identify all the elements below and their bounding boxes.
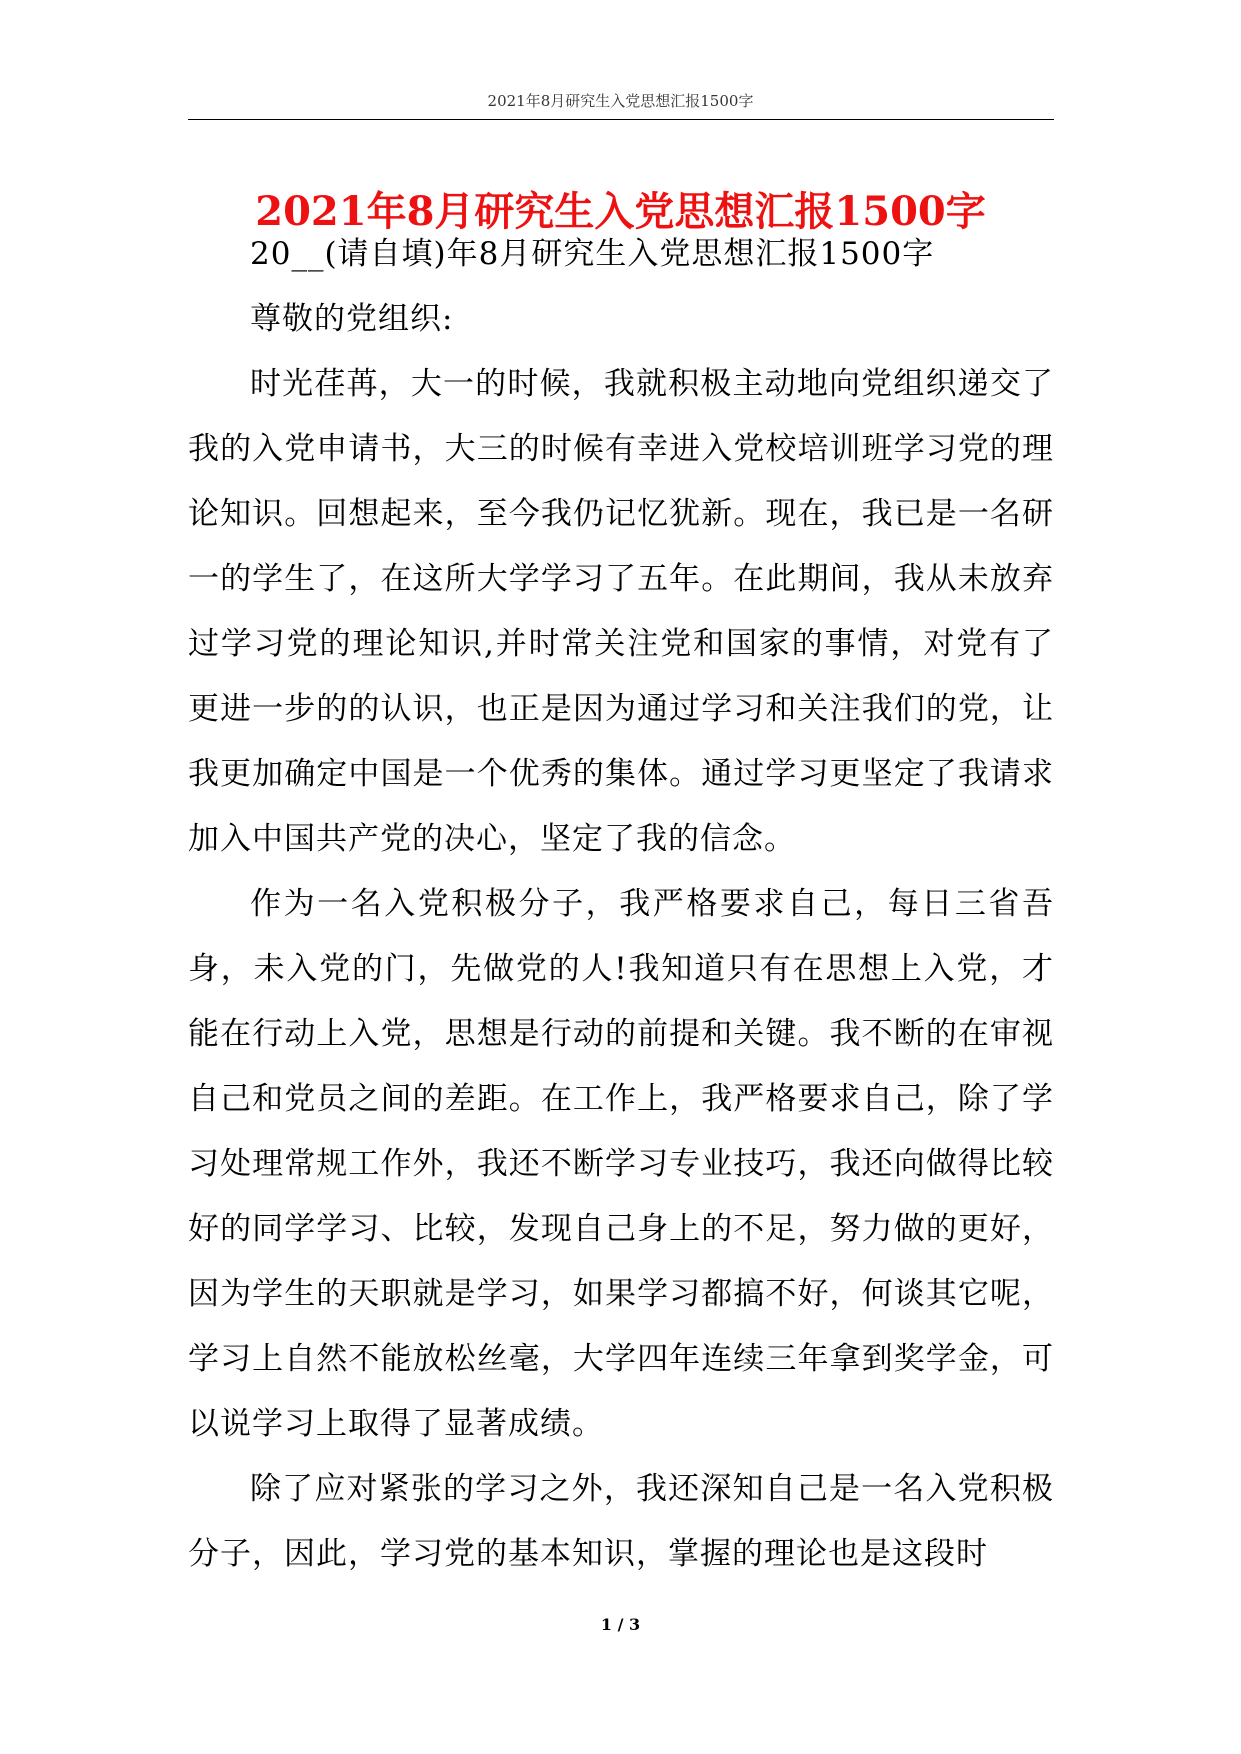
paragraph-3: 除了应对紧张的学习之外，我还深知自己是一名入党积极分子，因此，学习党的基本知识，掌握的理论也是这段时: [188, 1471, 1054, 1572]
document-subtitle: 20__(请自填)年8月研究生入党思想汇报1500字: [250, 236, 935, 272]
running-header: 2021年8月研究生入党思想汇报1500字: [487, 92, 754, 110]
page-number: 1 / 3: [600, 1615, 641, 1634]
paragraph-1: 时光荏苒，大一的时候，我就积极主动地向党组织递交了我的入党申请书，大三的时候有幸进入党校培训班学习党的理论知识。回想起来，至今我仍记忆犹新。现在，我已是一名研一的学生了，在这所大学学习了五年。在此期间，我从未放弃过学习党的理论知识,并时常关注党和国家的事情，对党有了更进一步的的认识，也正是因为通过学习和关注我们的党，让我更加确定中国是一个优秀的集体。通过学习更坚定了我请求加入中国共产党的决心，坚定了我的信念。: [188, 366, 1054, 857]
salutation: 尊敬的党组织:: [250, 301, 454, 337]
document-title: 2021年8月研究生入党思想汇报1500字: [255, 187, 986, 235]
document-body: [188, 222, 1054, 1587]
paragraph-2: 作为一名入党积极分子，我严格要求自己，每日三省吾身，未入党的门，先做党的人!我知道只有在思想上入党，才能在行动上入党，思想是行动的前提和关键。我不断的在审视自己和党员之间的差距。在工作上，我严格要求自己，除了学习处理常规工作外，我还不断学习专业技巧，我还向做得比较好的同学学习、比较，发现自己身上的不足，努力做的更好，因为学生的天职就是学习，如果学习都搞不好，何谈其它呢，学习上自然不能放松丝毫，大学四年连续三年拿到奖学金，可以说学习上取得了显著成绩。: [188, 886, 1054, 1442]
header-divider: [188, 119, 1054, 120]
